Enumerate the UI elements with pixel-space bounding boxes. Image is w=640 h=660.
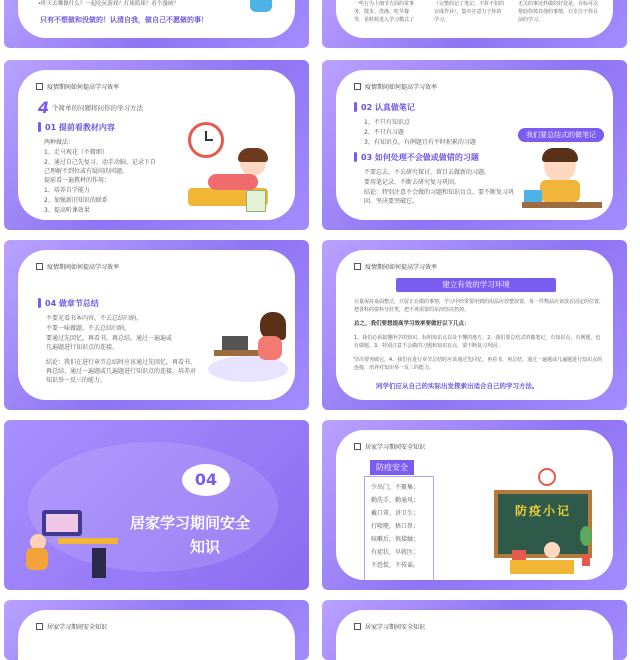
- text-line: 不要忘去，不去研究探讨，留目去做新的习题。: [364, 169, 491, 176]
- poem-line: 打喷嚏，捂口鼻；: [371, 523, 420, 530]
- text-line: 不要一味做题，不去总结归纳。: [46, 325, 131, 332]
- slide-tag-text: 疫情期间如何提高学习效率: [47, 264, 120, 271]
- poem-line: 有症状，早就医；: [371, 549, 420, 556]
- text-line: 不要光看书本内容，不去总结归纳。: [46, 315, 143, 322]
- slide-tag-text: 疫情期间如何提高学习效率: [365, 84, 438, 91]
- section-title: 居家学习期间安全: [130, 514, 251, 532]
- slide-tag: [354, 82, 437, 91]
- poem-line: 戴口罩，讲卫生；: [371, 510, 420, 517]
- slide-card: [336, 430, 613, 580]
- list-item: 2、不只有习题: [364, 129, 404, 136]
- slide-card: [18, 0, 295, 38]
- section-banner: 建立有效的学习环境: [396, 278, 556, 292]
- slide-tag-text: 疫情期间如何提高学习效率: [47, 84, 120, 91]
- plant-icon: [580, 526, 592, 566]
- slide-col-2: 无关的事这样做的好处是，目标可以帮助你掉其他的事情，只专注于你目前的学习。: [518, 1, 599, 23]
- slide-6[interactable]: [322, 240, 627, 410]
- poem-line: 勤洗手，勤通风；: [371, 497, 420, 504]
- slide-tag: [36, 82, 119, 91]
- slide-9[interactable]: [4, 600, 309, 660]
- section-number-badge: 04: [182, 464, 230, 496]
- slide-2[interactable]: [322, 0, 627, 48]
- slide-card: [18, 610, 295, 660]
- text-line: 3、提高听课效果: [44, 207, 90, 214]
- section-number: 4: [38, 98, 50, 117]
- section-title: 知识: [190, 538, 221, 556]
- slide-4[interactable]: [322, 60, 627, 230]
- slide-tag-text: 居家学习期间安全知识: [47, 624, 108, 631]
- slide-10[interactable]: [322, 600, 627, 660]
- slide-card: [336, 70, 613, 220]
- poem-line: 少出门，不聚集；: [371, 484, 420, 491]
- slide-tag-text: 居家学习期间安全知识: [365, 624, 426, 631]
- heading-01: 01 提前看教材内容: [45, 123, 115, 132]
- slide-1[interactable]: [4, 0, 309, 48]
- slide-col-1: （完整的记了笔记、不折不扣的完成作业），集中注意力于你的学习。: [434, 1, 505, 23]
- note-badge: 我们要总结式的做笔记: [518, 128, 604, 142]
- girl-reading-illustration: [184, 148, 284, 218]
- slide-card: [18, 250, 295, 400]
- square-icon: [36, 623, 43, 630]
- square-icon: [354, 263, 361, 270]
- heading-bar: [354, 152, 357, 162]
- heading-bar: [38, 298, 41, 308]
- text-line: 提前看一遍教材的作用：: [44, 177, 111, 184]
- text-line: 两种做法：: [44, 139, 75, 146]
- slide-text: •昨天去哪做什么？一起吃玩游戏？打球篮球？看个漫画？: [38, 1, 179, 7]
- text-line: 2、加强新旧知识的联系: [44, 197, 108, 204]
- text-line: 要用笔记录，不断去研究复习巩固。: [364, 179, 461, 186]
- girl-writing-illustration: [522, 150, 602, 220]
- text-paragraph: 尽量保持桌面整洁，只留正在做的事情，学习中经常要用到的用品应放整放置，每一件物品应该放在固定的位置，把各科的资料分好类，把不再需要的东西坚决扔掉。: [354, 299, 605, 313]
- slide-5[interactable]: [4, 240, 309, 410]
- blackboard-text: 防疫小记: [514, 504, 571, 518]
- square-icon: [36, 263, 43, 270]
- closing-line: 同学们应从自己的实际出发探索出适合自己的学习方法。: [376, 382, 539, 390]
- slide-col-0: 一些行为上细节方面的常事务，散步、洗澡、吃早餐等，是时候进入学习模式了: [354, 1, 415, 23]
- text-line: 1、走马观花（不微细）: [44, 149, 108, 156]
- square-icon: [354, 623, 361, 630]
- clock-icon: [538, 468, 556, 486]
- slide-tag: [36, 262, 119, 271]
- slide-7[interactable]: [4, 420, 309, 590]
- poem-line: 咳嗽后，慎接触；: [371, 536, 420, 543]
- slide-card: [18, 70, 295, 220]
- text-line: 结论：特别注意不会做的习题和知识盲点，要不断复习巩固、坚决要突破它。: [364, 189, 515, 205]
- teacher-illustration: [500, 542, 580, 578]
- heading-04: 04 做章节总结: [45, 299, 99, 308]
- slide-8[interactable]: [322, 420, 627, 590]
- slide-card: [336, 250, 613, 400]
- slide-emphasis: 只有不想做和没做的！认清自我，做自己不愿做的事！: [40, 16, 208, 24]
- square-icon: [36, 83, 43, 90]
- slide-tag: [354, 262, 437, 271]
- text-line: 2、通过自己先复习、动手动脑、记录下自己理解不到位或有疑问的问题。: [44, 159, 156, 175]
- office-illustration: [22, 498, 118, 582]
- heading-bar: [354, 102, 357, 112]
- section-title: 个简单的问题将问你的学习方法: [52, 104, 143, 112]
- square-icon: [354, 83, 361, 90]
- poem-line: 不恐慌，不传谣。: [371, 562, 420, 569]
- slide-tag: [36, 622, 107, 631]
- girl-laptop-illustration: [214, 314, 294, 384]
- slide-tag: [354, 622, 425, 631]
- list-item: 3、有知识点、有例题且有平时积累的习题: [364, 139, 476, 146]
- poem-box: [364, 476, 434, 580]
- girl-illustration: [246, 0, 276, 14]
- safety-label: 防疫安全: [370, 460, 414, 475]
- slide-tag-text: 居家学习期间安全知识: [365, 444, 426, 451]
- heading-03: 03 如何处理不会做或做错的习题: [361, 153, 479, 162]
- slide-tag: [354, 442, 425, 451]
- text-paragraph: 1、我们必须搞懂所学的知识，标明知识点以及不懂的地方，2、我们要总结式的做笔记，有知识点，有例题，也有做题。3、特别注意不会做的习题和知识盲点，要不断复习巩固。: [354, 335, 601, 349]
- heading-bar: [38, 122, 41, 132]
- text-line: 要通过先回忆，再看书，再总结，通过一遍遍或几遍题进行知识点的连接。: [46, 335, 173, 351]
- text-paragraph: 坚决要突破它，4、我们在进行章节总结时应该通过先回忆，再看书、再总结，通过一遍题或几遍题进行知识点的连接，培养对知识举一反三的能力。: [354, 357, 603, 371]
- list-item: 1、不只有知识点: [364, 119, 410, 126]
- slide-tag-text: 疫情期间如何提高学习效率: [365, 264, 438, 271]
- text-paragraph: 总之，我们要想提高学习效率要做好以下几点：: [354, 321, 470, 327]
- heading-02: 02 认真做笔记: [361, 103, 415, 112]
- square-icon: [354, 443, 361, 450]
- text-line: 1、培养自学能力: [44, 187, 90, 194]
- slide-3[interactable]: [4, 60, 309, 230]
- slide-card: [336, 610, 613, 660]
- slide-card: [336, 0, 613, 38]
- conclusion: 结论：我们在进行章节总结时应该通过先回忆，再看书、再总结、通过一遍题或几遍题进行知识点的连接，培养对知识举一反三的能力。: [46, 359, 197, 384]
